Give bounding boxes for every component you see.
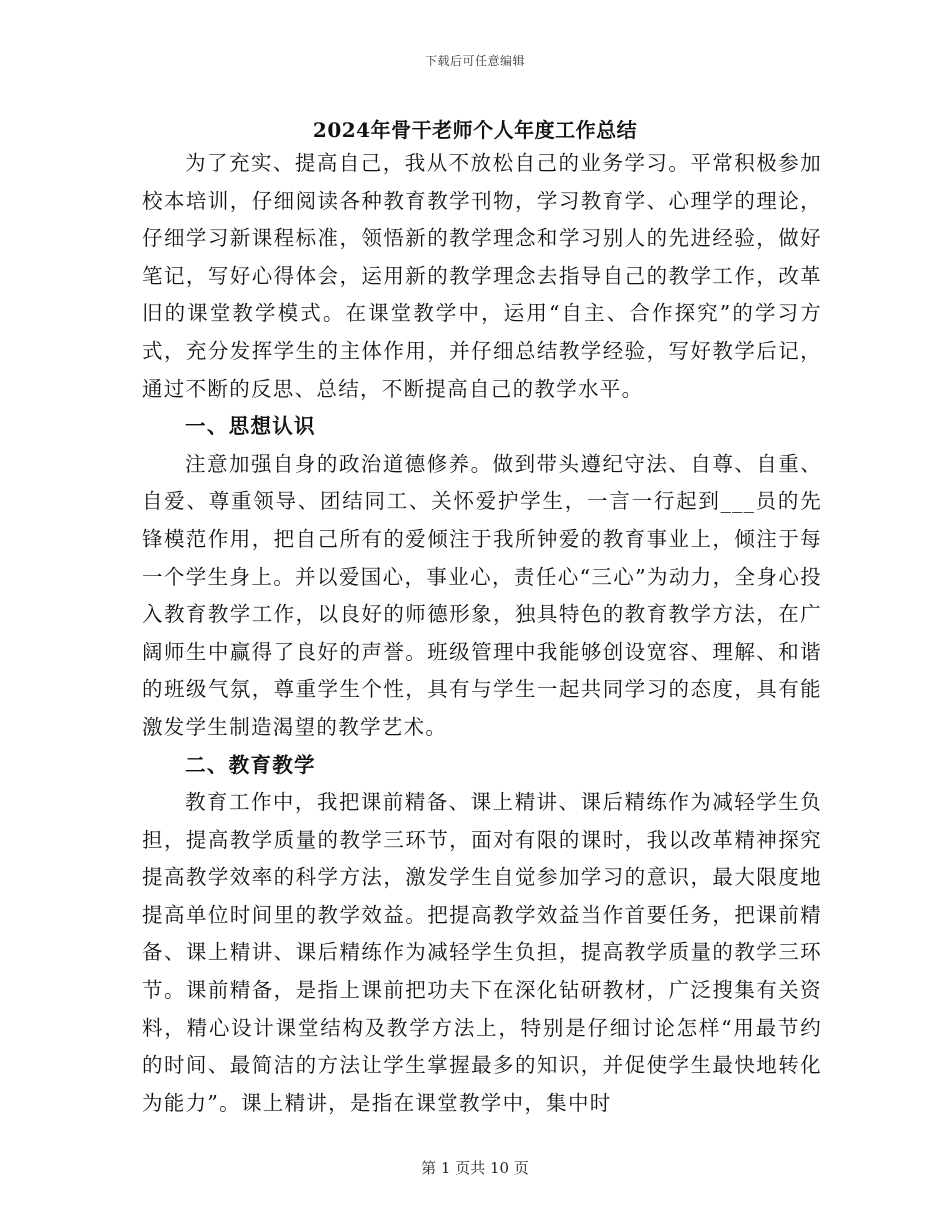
section-heading-teaching: 二、教育教学 xyxy=(185,752,316,777)
section-heading-thought: 一、思想认识 xyxy=(185,414,316,439)
document-body xyxy=(142,145,822,1122)
document-title: 2024年骨干老师个人年度工作总结 xyxy=(312,118,638,142)
intro-paragraph: 为了充实、提高自己，我从不放松自己的业务学习。平常积极参加校本培训，仔细阅读各种教育教学刊物，学习教育学、心理学的理论，仔细学习新课程标准，领悟新的教学理念和学习别人的先进经验，做好笔记，写好心得体会，运用新的教学理念去指导自己的教学工作，改革旧的课堂教学模式。在课堂教学中，运用“自主、合作探究”的学习方式，充分发挥学生的主体作用，并仔细总结教学经验，写好教学后记，通过不断的反思、总结，不断提高自己的教学水平。 xyxy=(142,151,822,401)
header-note: 下载后可任意编辑 xyxy=(424,54,525,68)
section-paragraph-teaching: 教育工作中，我把课前精备、课上精讲、课后精练作为减轻学生负担，提高教学质量的教学三环节，面对有限的课时，我以改革精神探究提高教学效率的科学方法，激发学生自觉参加学习的意识，最大限度地提高单位时间里的教学效益。把提高教学效益当作首要任务，把课前精备、课上精讲、课后精练作为减轻学生负担，提高教学质量的教学三环节。课前精备，是指上课前把功夫下在深化钻研教材，广泛搜集有关资料，精心设计课堂结构及教学方法上，特别是仔细讨论怎样“用最节约的时间、最简洁的方法让学生掌握最多的知识，并促使学生最快地转化为能力”。课上精讲，是指在课堂教学中，集中时 xyxy=(142,790,822,1115)
section-paragraph-thought: 注意加强自身的政治道德修养。做到带头遵纪守法、自尊、自重、自爱、尊重领导、团结同工、关怀爱护学生，一言一行起到___员的先锋模范作用，把自己所有的爱倾注于我所钟爱的教育事业上，倾注于每一个学生身上。并以爱国心，事业心，责任心“三心”为动力，全身心投入教育教学工作，以良好的师德形象，独具特色的教育教学方法，在广阔师生中赢得了良好的声誉。班级管理中我能够创设宽容、理解、和谐的班级气氛，尊重学生个性，具有与学生一起共同学习的态度，具有能激发学生制造渴望的教学艺术。 xyxy=(142,451,822,739)
page-indicator: 第 1 页共 10 页 xyxy=(421,1159,529,1177)
